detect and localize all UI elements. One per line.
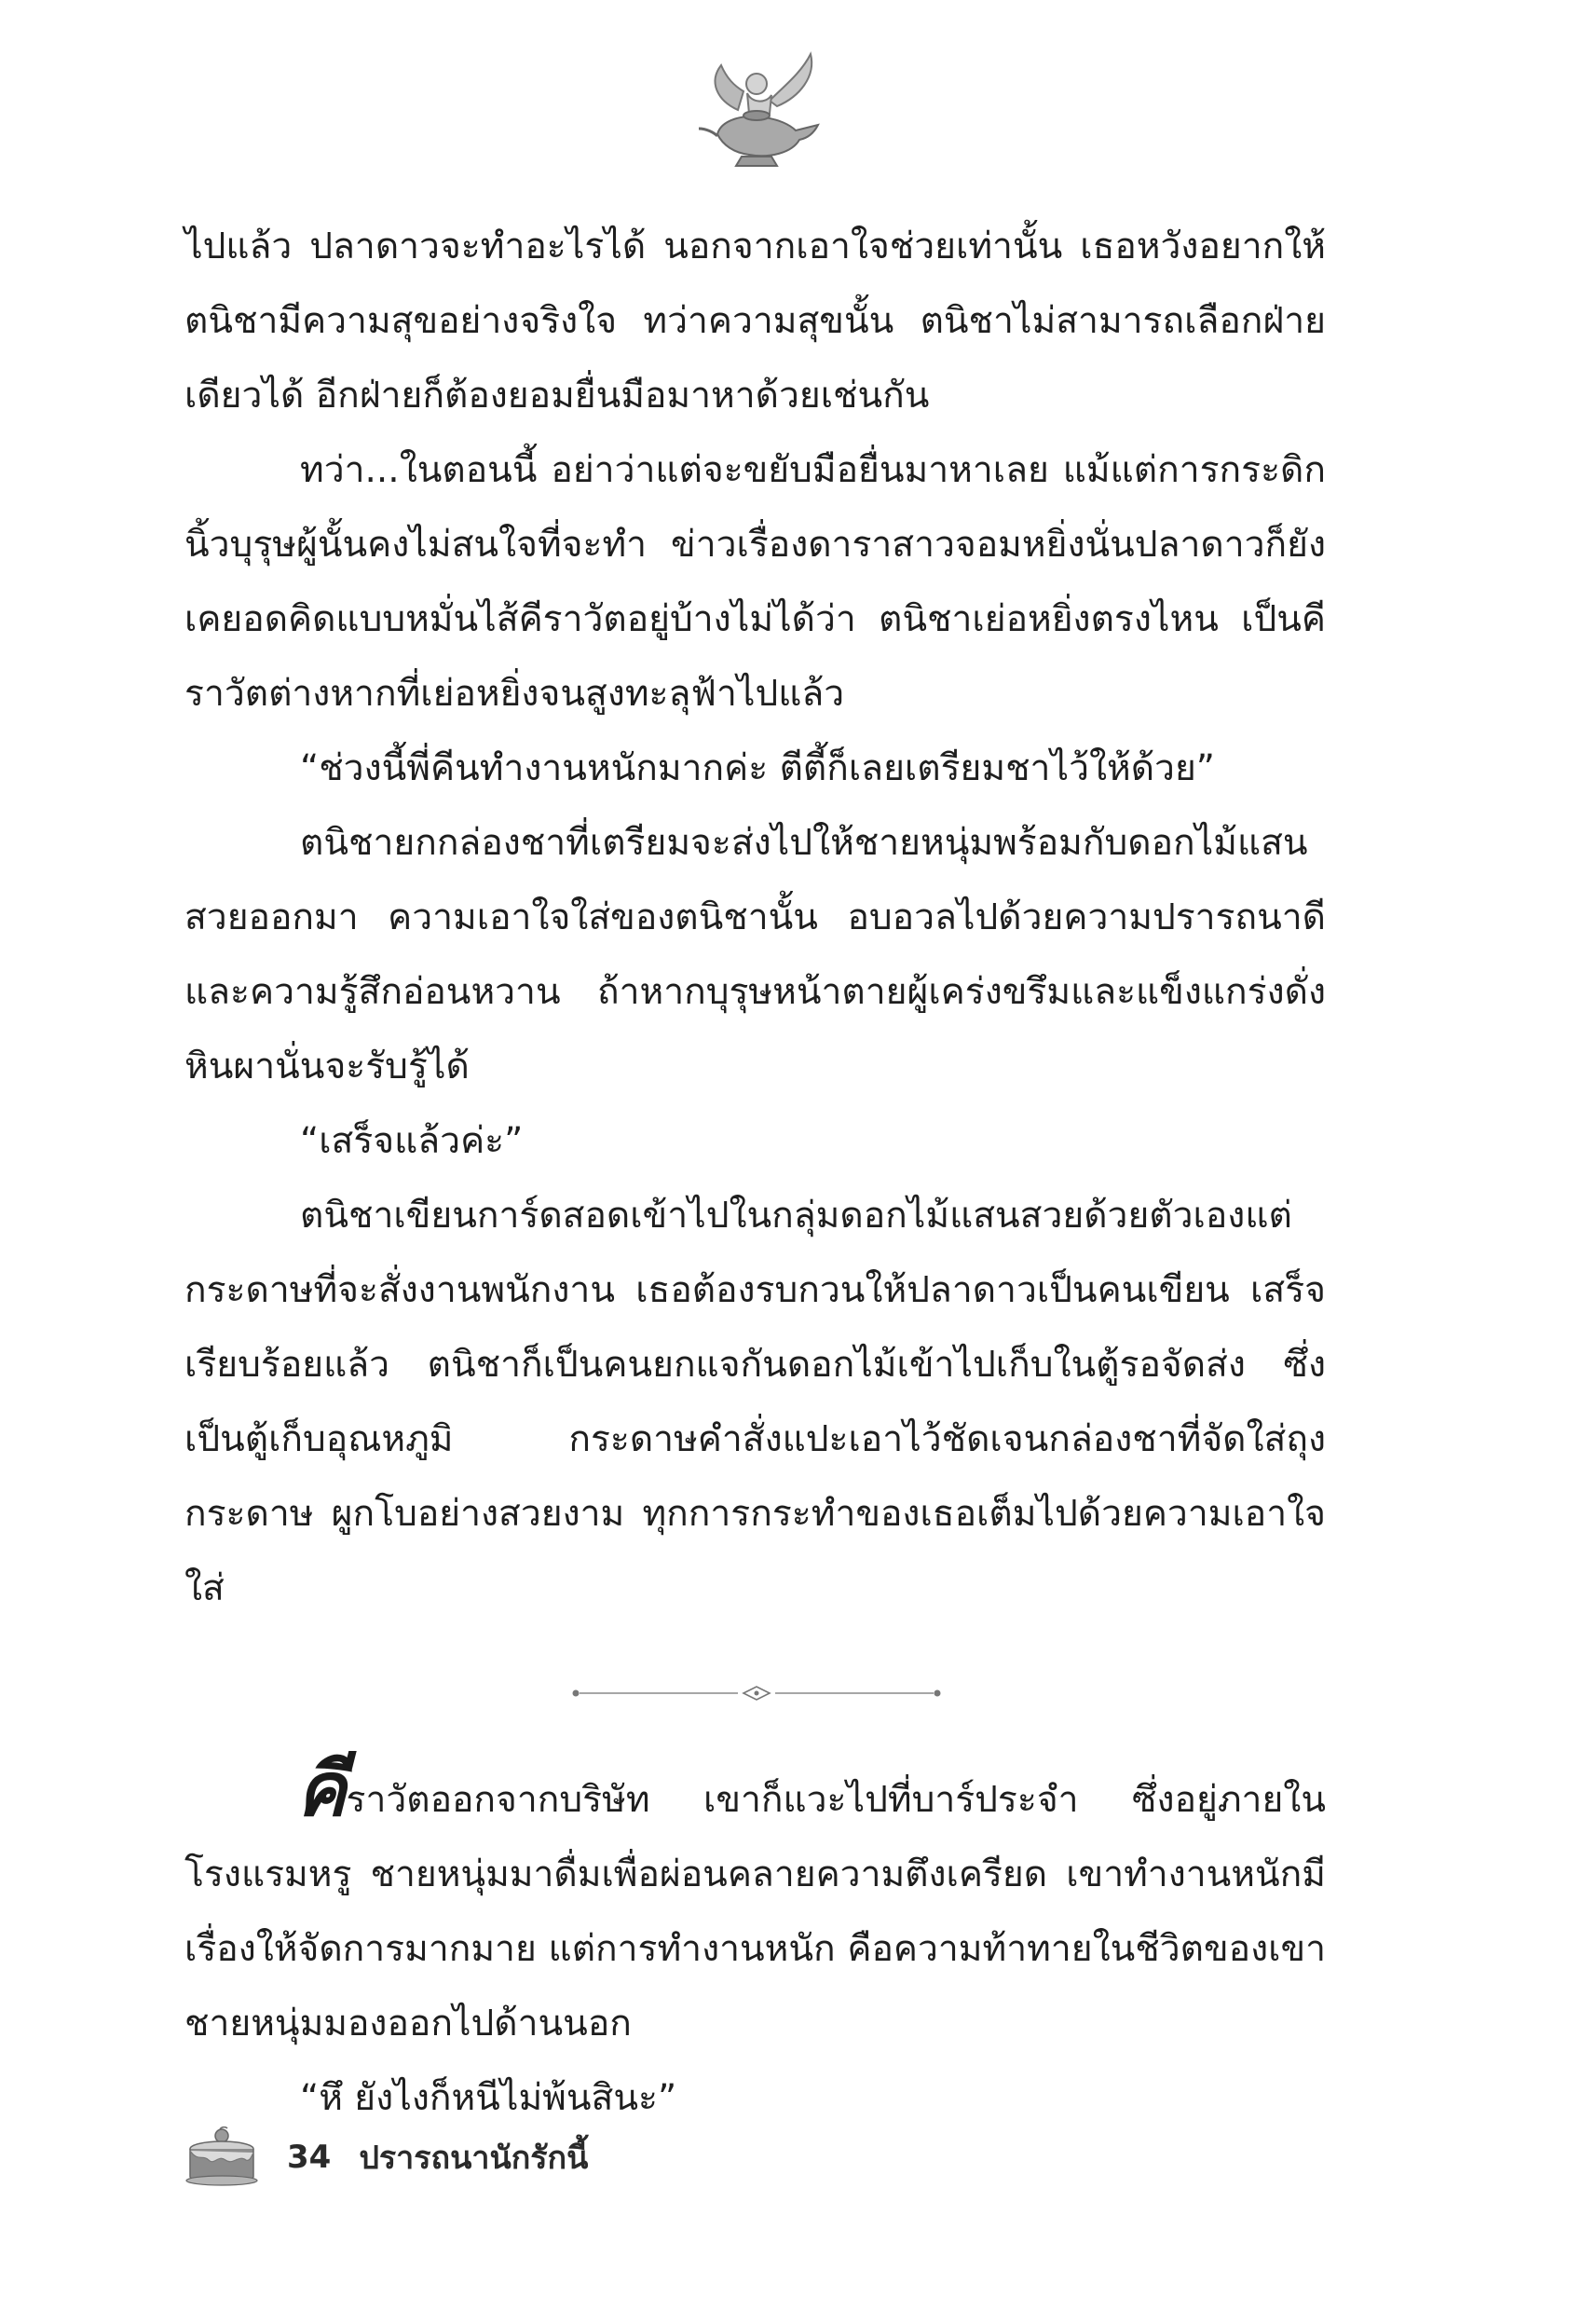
book-title: ปรารถนานักรักนี้	[359, 2140, 589, 2177]
page-number: 34	[287, 2139, 332, 2176]
scene-break-divider	[570, 1682, 943, 1704]
genie-lamp-ornament-icon	[680, 45, 829, 175]
page-footer	[184, 2125, 588, 2190]
paragraph-1: ไปแล้ว ปลาดาวจะทำอะไรได้ นอกจากเอาใจช่วยเท่านั้น เธอหวังอยากให้ตนิชามีความสุขอย่างจริงใจ ทว่าความสุขนั้น ตนิชาไม่สามารถเลือกฝ่ายเดียวได้ อีกฝ่ายก็ต้องยอมยื่นมือมาหาด้วยเช่นกัน	[184, 226, 1326, 417]
drop-cap: คี	[296, 1745, 347, 1833]
chapter-opening-paragraph	[184, 1745, 1326, 2061]
opening-paragraph-text: ราวัตออกจากบริษัท เขาก็แวะไปที่บาร์ประจำ ซึ่งอยู่ภายในโรงแรมหรู ชายหนุ่มมาดื่มเพื่อผ่อนคลายความตึงเครียด เขาทำงานหนักมีเรื่องให้จัดการมากมาย แต่การทำงานหนัก คือความท้าทายในชีวิตของเขา ชายหนุ่มมองออกไปด้านนอก	[184, 1779, 1326, 2044]
paragraph-5-dialogue: “เสร็จแล้วค่ะ”	[300, 1120, 524, 1162]
chapter-quote: “หึ ยังไงก็หนีไม่พ้นสินะ”	[300, 2077, 677, 2119]
paragraph-3-dialogue: “ช่วงนี้พี่คีนทำงานหนักมากค่ะ ตีตี้ก็เลยเตรียมชาไว้ให้ด้วย”	[300, 747, 1216, 789]
paragraph-6: ตนิชาเขียนการ์ดสอดเข้าไปในกลุ่มดอกไม้แสนสวยด้วยตัวเองแต่กระดาษที่จะสั่งงานพนักงาน เธอต้องรบกวนให้ปลาดาวเป็นคนเขียน เสร็จเรียบร้อยแล้ว ตนิชาก็เป็นคนยกแจกันดอกไม้เข้าไปเก็บในตู้รอจัดส่ง ซึ่งเป็นตู้เก็บอุณหภูมิ กระดาษคำสั่งแปะเอาไว้ชัดเจนกล่องชาที่จัดใส่ถุงกระดาษ ผูกโบอย่างสวยงาม ทุกการกระทำของเธอเต็มไปด้วยความเอาใจใส่	[184, 1195, 1326, 1609]
chapter-section	[184, 1745, 1326, 2136]
body-text	[184, 210, 1326, 1626]
cake-icon	[184, 2126, 259, 2188]
paragraph-2: ทว่า...ในตอนนี้ อย่าว่าแต่จะขยับมือยื่นมาหาเลย แม้แต่การกระดิกนิ้วบุรุษผู้นั้นคงไม่สนใจที่จะทำ ข่าวเรื่องดาราสาวจอมหยิ่งนั่นปลาดาวก็ยังเคยอดคิดแบบหมั่นไส้คีราวัตอยู่บ้างไม่ได้ว่า ตนิชาเย่อหยิ่งตรงไหน เป็นคีราวัตต่างหากที่เย่อหยิ่งจนสูงทะลุฟ้าไปแล้ว	[184, 449, 1326, 715]
paragraph-4: ตนิชายกกล่องชาที่เตรียมจะส่งไปให้ชายหนุ่มพร้อมกับดอกไม้แสนสวยออกมา ความเอาใจใส่ของตนิชานั้น อบอวลไปด้วยความปรารถนาดีและความรู้สึกอ่อนหวาน ถ้าหากบุรุษหน้าตายผู้เคร่งขรึมและแข็งแกร่งดั่งหินผานั่นจะรับรู้ได้	[184, 822, 1326, 1087]
